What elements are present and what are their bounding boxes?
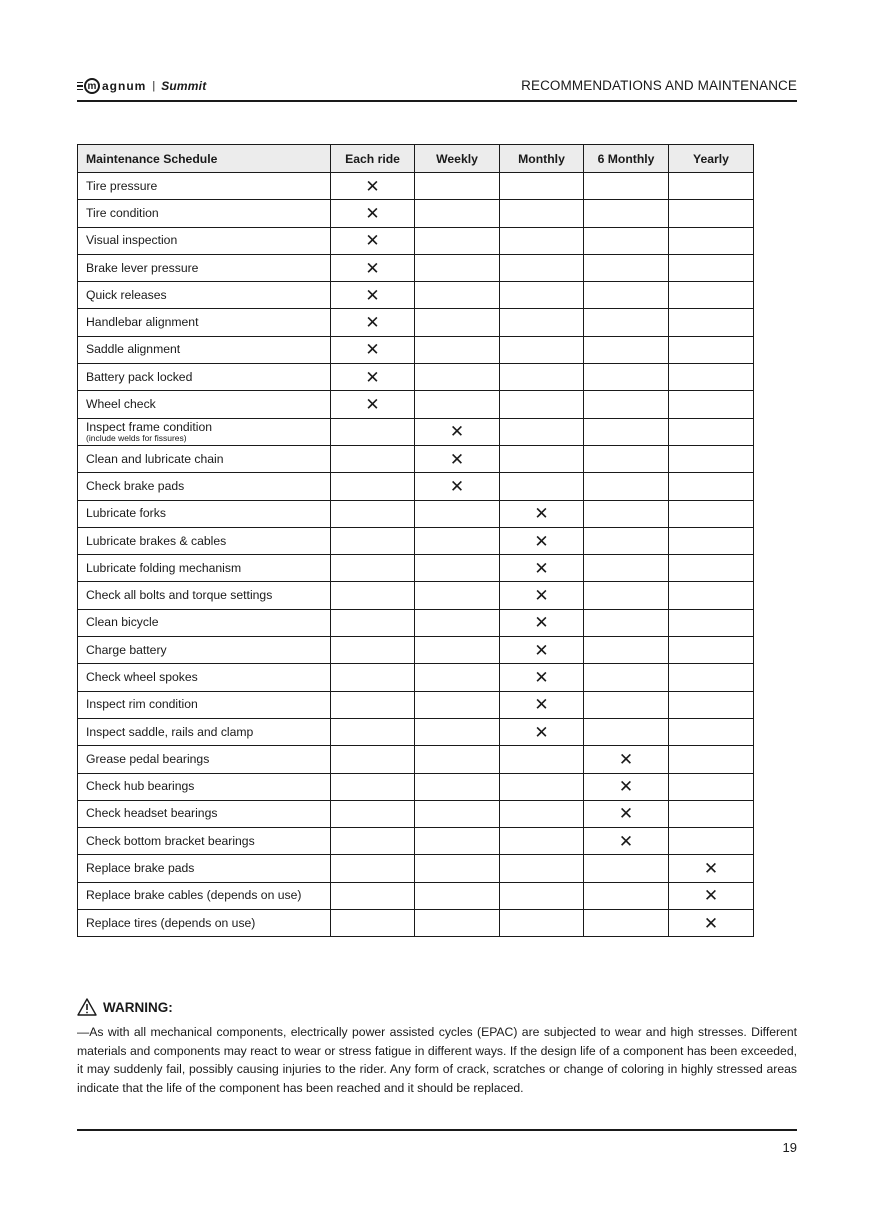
empty-cell: [331, 828, 415, 855]
check-mark-x-icon: ✕: [500, 555, 584, 582]
empty-cell: [669, 364, 754, 391]
check-mark-x-icon: ✕: [500, 637, 584, 664]
empty-cell: [500, 800, 584, 827]
empty-cell: [415, 282, 500, 309]
task-label: Lubricate forks: [86, 506, 166, 521]
check-mark-x-icon: ✕: [415, 445, 500, 472]
empty-cell: [331, 500, 415, 527]
empty-cell: [415, 664, 500, 691]
check-mark-x-icon: ✕: [331, 227, 415, 254]
empty-cell: [669, 418, 754, 445]
table-row: [78, 637, 754, 664]
task-label: Check headset bearings: [86, 806, 218, 821]
empty-cell: [669, 609, 754, 636]
table-row: [78, 200, 754, 227]
task-label: Clean bicycle: [86, 615, 159, 630]
brand-summit: Summit: [161, 79, 207, 93]
logo-speed-lines-icon: [77, 81, 83, 92]
empty-cell: [415, 855, 500, 882]
task-cell: [78, 527, 331, 554]
empty-cell: [584, 336, 669, 363]
table-row: [78, 582, 754, 609]
task-label: Check hub bearings: [86, 779, 195, 794]
check-mark-x-icon: ✕: [669, 855, 754, 882]
empty-cell: [331, 746, 415, 773]
task-cell: [78, 336, 331, 363]
empty-cell: [500, 173, 584, 200]
table-row: [78, 609, 754, 636]
check-mark-x-icon: ✕: [500, 664, 584, 691]
task-label: Tire condition: [86, 205, 159, 220]
empty-cell: [584, 282, 669, 309]
table-row: [78, 746, 754, 773]
task-cell: [78, 555, 331, 582]
empty-cell: [584, 200, 669, 227]
column-header-6-monthly: 6 Monthly: [584, 145, 669, 173]
task-label: Check bottom bracket bearings: [86, 833, 255, 848]
section-title: RECOMMENDATIONS AND MAINTENANCE: [521, 78, 797, 93]
empty-cell: [584, 582, 669, 609]
check-mark-x-icon: ✕: [331, 391, 415, 418]
empty-cell: [669, 746, 754, 773]
logo-m-circle-icon: m: [84, 78, 100, 94]
table-row: [78, 828, 754, 855]
warning-triangle-icon: [77, 998, 97, 1016]
check-mark-x-icon: ✕: [331, 282, 415, 309]
empty-cell: [415, 800, 500, 827]
task-cell: [78, 282, 331, 309]
header-divider: [77, 100, 797, 102]
brand-separator: |: [152, 80, 156, 92]
task-cell: [78, 773, 331, 800]
empty-cell: [669, 336, 754, 363]
empty-cell: [669, 227, 754, 254]
empty-cell: [584, 882, 669, 909]
empty-cell: [415, 582, 500, 609]
task-label: Visual inspection: [86, 233, 178, 248]
empty-cell: [584, 418, 669, 445]
task-cell: [78, 500, 331, 527]
empty-cell: [584, 637, 669, 664]
task-cell: [78, 746, 331, 773]
maintenance-schedule-table: [77, 144, 754, 937]
check-mark-x-icon: ✕: [584, 800, 669, 827]
task-cell: [78, 828, 331, 855]
table-row: [78, 473, 754, 500]
empty-cell: [415, 718, 500, 745]
check-mark-x-icon: ✕: [500, 609, 584, 636]
table-row: [78, 445, 754, 472]
check-mark-x-icon: ✕: [331, 254, 415, 281]
brand-magnum: agnum: [102, 79, 147, 93]
empty-cell: [500, 282, 584, 309]
check-mark-x-icon: ✕: [415, 473, 500, 500]
task-note: (include welds for fissures): [86, 432, 187, 443]
task-label: Lubricate folding mechanism: [86, 560, 242, 575]
task-cell: [78, 637, 331, 664]
task-cell: [78, 855, 331, 882]
check-mark-x-icon: ✕: [669, 910, 754, 937]
empty-cell: [500, 200, 584, 227]
task-label: Inspect rim condition: [86, 697, 198, 712]
page-header: [77, 76, 797, 98]
check-mark-x-icon: ✕: [500, 718, 584, 745]
empty-cell: [669, 391, 754, 418]
task-cell: [78, 309, 331, 336]
check-mark-x-icon: ✕: [331, 364, 415, 391]
task-cell: [78, 445, 331, 472]
task-cell: [78, 173, 331, 200]
empty-cell: [669, 282, 754, 309]
empty-cell: [415, 200, 500, 227]
table-row: [78, 910, 754, 937]
table-row: [78, 418, 754, 445]
empty-cell: [331, 527, 415, 554]
task-label: Brake lever pressure: [86, 260, 199, 275]
empty-cell: [331, 637, 415, 664]
empty-cell: [415, 364, 500, 391]
column-header-monthly: Monthly: [500, 145, 584, 173]
empty-cell: [415, 691, 500, 718]
empty-cell: [331, 473, 415, 500]
table-row: [78, 855, 754, 882]
empty-cell: [415, 746, 500, 773]
task-label: Charge battery: [86, 642, 167, 657]
table-row: [78, 173, 754, 200]
check-mark-x-icon: ✕: [415, 418, 500, 445]
table-row: [78, 309, 754, 336]
empty-cell: [331, 800, 415, 827]
table-row: [78, 882, 754, 909]
empty-cell: [331, 445, 415, 472]
empty-cell: [415, 637, 500, 664]
task-label: Handlebar alignment: [86, 315, 199, 330]
table-row: [78, 800, 754, 827]
empty-cell: [584, 227, 669, 254]
warning-text: —As with all mechanical components, electrically power assisted cycles (EPAC) are subjected to wear and high stresses. Different materials and components may react to wear or stress fatigue in different ways. If the design life of a component has been exceeded, it may suddenly fail, possibly causing injuries to the rider. Any form of crack, scratches or change of coloring in highly stressed areas indicate that the life of the component has been reached and it should be replaced.: [77, 1025, 797, 1095]
empty-cell: [669, 718, 754, 745]
empty-cell: [415, 254, 500, 281]
task-label: Replace brake cables (depends on use): [86, 888, 302, 903]
empty-cell: [331, 910, 415, 937]
table-row: [78, 691, 754, 718]
empty-cell: [669, 637, 754, 664]
empty-cell: [584, 364, 669, 391]
task-label: Clean and lubricate chain: [86, 451, 224, 466]
task-label: Lubricate brakes & cables: [86, 533, 227, 548]
task-label: Quick releases: [86, 287, 167, 302]
empty-cell: [500, 336, 584, 363]
empty-cell: [415, 309, 500, 336]
empty-cell: [669, 582, 754, 609]
task-cell: [78, 200, 331, 227]
empty-cell: [415, 173, 500, 200]
task-cell: [78, 582, 331, 609]
empty-cell: [500, 309, 584, 336]
empty-cell: [669, 200, 754, 227]
check-mark-x-icon: ✕: [331, 309, 415, 336]
empty-cell: [415, 882, 500, 909]
table-row: [78, 254, 754, 281]
empty-cell: [669, 445, 754, 472]
empty-cell: [415, 555, 500, 582]
check-mark-x-icon: ✕: [500, 691, 584, 718]
table-row: [78, 282, 754, 309]
check-mark-x-icon: ✕: [500, 500, 584, 527]
empty-cell: [584, 664, 669, 691]
empty-cell: [669, 555, 754, 582]
empty-cell: [331, 582, 415, 609]
empty-cell: [415, 336, 500, 363]
table-row: [78, 527, 754, 554]
task-label: Replace brake pads: [86, 861, 195, 876]
task-cell: [78, 609, 331, 636]
task-cell: [78, 664, 331, 691]
column-header-weekly: Weekly: [415, 145, 500, 173]
table-row: [78, 364, 754, 391]
empty-cell: [584, 309, 669, 336]
task-cell: [78, 254, 331, 281]
brand-logo: [77, 76, 206, 96]
task-cell: [78, 718, 331, 745]
empty-cell: [500, 473, 584, 500]
empty-cell: [500, 391, 584, 418]
empty-cell: [584, 391, 669, 418]
empty-cell: [415, 500, 500, 527]
empty-cell: [500, 418, 584, 445]
column-header-each-ride: Each ride: [331, 145, 415, 173]
task-label: Inspect frame condition: [86, 419, 213, 434]
empty-cell: [331, 418, 415, 445]
check-mark-x-icon: ✕: [584, 773, 669, 800]
empty-cell: [669, 773, 754, 800]
empty-cell: [331, 691, 415, 718]
empty-cell: [669, 527, 754, 554]
table-row: [78, 500, 754, 527]
empty-cell: [584, 609, 669, 636]
empty-cell: [331, 718, 415, 745]
footer-divider: [77, 1129, 797, 1131]
empty-cell: [669, 664, 754, 691]
empty-cell: [415, 910, 500, 937]
check-mark-x-icon: ✕: [331, 173, 415, 200]
empty-cell: [500, 364, 584, 391]
table-row: [78, 555, 754, 582]
empty-cell: [415, 227, 500, 254]
empty-cell: [331, 773, 415, 800]
empty-cell: [500, 773, 584, 800]
check-mark-x-icon: ✕: [331, 336, 415, 363]
empty-cell: [415, 527, 500, 554]
empty-cell: [500, 855, 584, 882]
empty-cell: [500, 882, 584, 909]
empty-cell: [584, 855, 669, 882]
task-label: Tire pressure: [86, 178, 158, 193]
empty-cell: [669, 691, 754, 718]
task-cell: [78, 910, 331, 937]
empty-cell: [584, 473, 669, 500]
task-label: Inspect saddle, rails and clamp: [86, 724, 254, 739]
task-label: Check wheel spokes: [86, 669, 198, 684]
empty-cell: [331, 855, 415, 882]
column-header-task: Maintenance Schedule: [78, 145, 331, 173]
empty-cell: [584, 555, 669, 582]
empty-cell: [584, 910, 669, 937]
task-label: Check brake pads: [86, 478, 185, 493]
check-mark-x-icon: ✕: [584, 828, 669, 855]
task-cell: [78, 691, 331, 718]
empty-cell: [584, 254, 669, 281]
warning-heading: [77, 998, 173, 1016]
empty-cell: [500, 910, 584, 937]
empty-cell: [669, 828, 754, 855]
check-mark-x-icon: ✕: [500, 582, 584, 609]
task-label: Replace tires (depends on use): [86, 915, 256, 930]
empty-cell: [584, 173, 669, 200]
empty-cell: [584, 691, 669, 718]
empty-cell: [415, 773, 500, 800]
empty-cell: [669, 800, 754, 827]
empty-cell: [331, 664, 415, 691]
empty-cell: [669, 309, 754, 336]
task-cell: [78, 800, 331, 827]
task-cell: [78, 364, 331, 391]
table-row: [78, 773, 754, 800]
empty-cell: [584, 500, 669, 527]
task-cell: [78, 418, 331, 445]
empty-cell: [669, 500, 754, 527]
check-mark-x-icon: ✕: [331, 200, 415, 227]
page-number: 19: [782, 1140, 797, 1155]
task-cell: [78, 227, 331, 254]
empty-cell: [500, 445, 584, 472]
table-body: [78, 173, 754, 937]
task-label: Check all bolts and torque settings: [86, 588, 273, 603]
table-row: [78, 336, 754, 363]
warning-title: WARNING:: [103, 999, 173, 1015]
empty-cell: [584, 445, 669, 472]
empty-cell: [415, 391, 500, 418]
task-label: Grease pedal bearings: [86, 751, 210, 766]
empty-cell: [500, 828, 584, 855]
task-cell: [78, 882, 331, 909]
table-row: [78, 227, 754, 254]
empty-cell: [669, 173, 754, 200]
empty-cell: [415, 609, 500, 636]
task-label: Saddle alignment: [86, 342, 181, 357]
empty-cell: [584, 527, 669, 554]
empty-cell: [331, 609, 415, 636]
table-row: [78, 718, 754, 745]
empty-cell: [584, 718, 669, 745]
empty-cell: [669, 254, 754, 281]
empty-cell: [331, 882, 415, 909]
column-header-yearly: Yearly: [669, 145, 754, 173]
empty-cell: [500, 254, 584, 281]
empty-cell: [331, 555, 415, 582]
check-mark-x-icon: ✕: [500, 527, 584, 554]
task-cell: [78, 391, 331, 418]
task-cell: [78, 473, 331, 500]
check-mark-x-icon: ✕: [669, 882, 754, 909]
empty-cell: [669, 473, 754, 500]
check-mark-x-icon: ✕: [584, 746, 669, 773]
table-row: [78, 664, 754, 691]
task-label: Wheel check: [86, 397, 156, 412]
task-label: Battery pack locked: [86, 369, 193, 384]
table-row: [78, 391, 754, 418]
empty-cell: [415, 828, 500, 855]
empty-cell: [500, 227, 584, 254]
empty-cell: [500, 746, 584, 773]
table-header-row: [78, 145, 754, 173]
